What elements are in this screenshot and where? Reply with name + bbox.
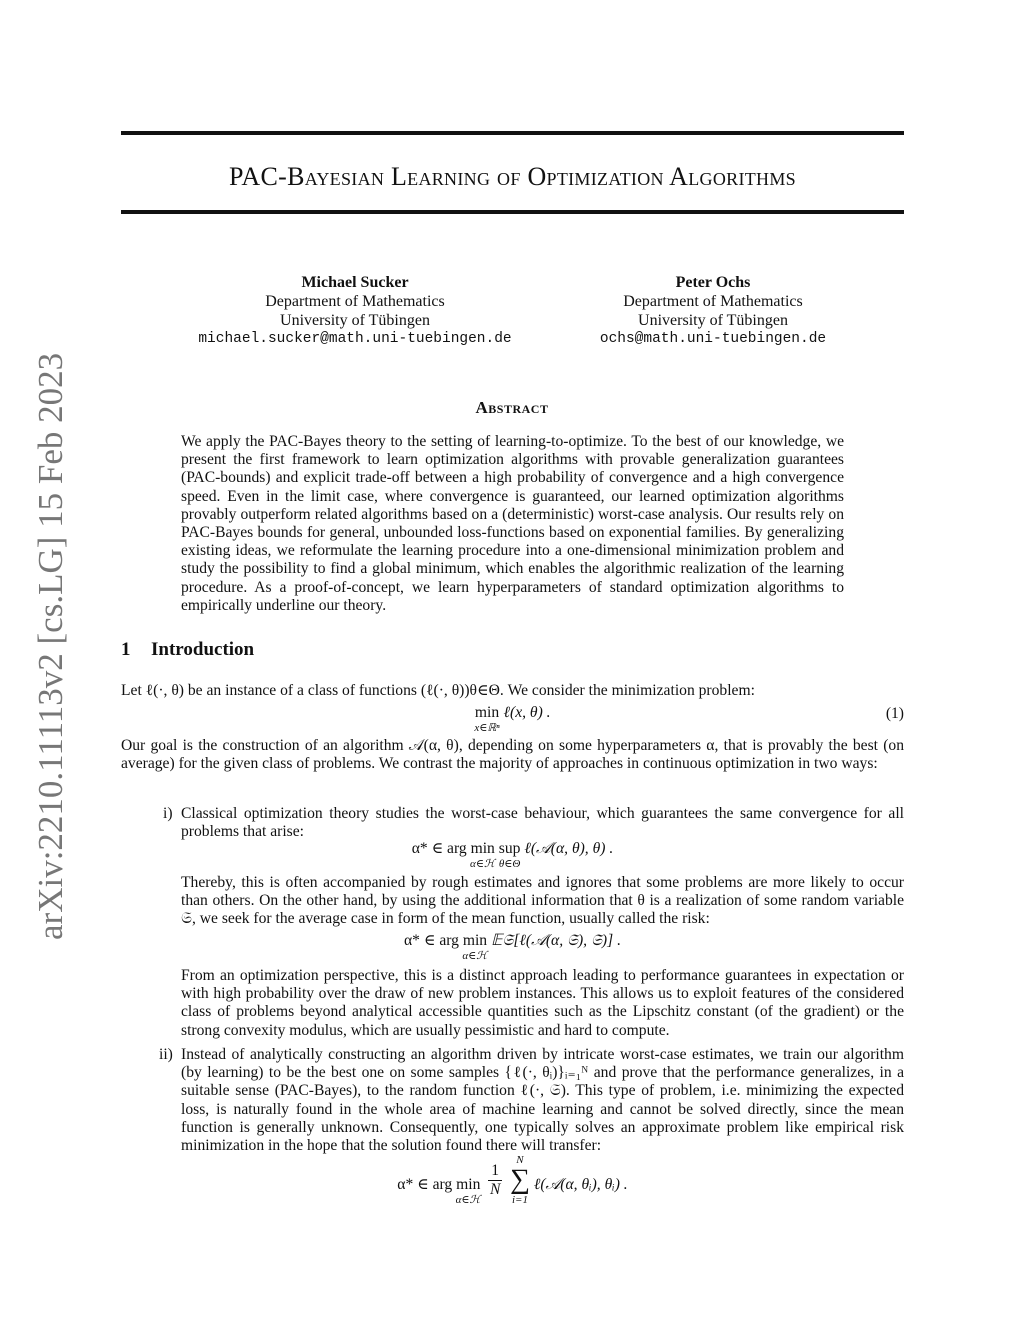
- eq-frac-num: 1: [488, 1162, 502, 1181]
- item-label: i): [163, 805, 173, 822]
- equation-worst-case: [121, 840, 904, 870]
- author-univ: University of Tübingen: [638, 312, 788, 329]
- eq-operator: [412, 840, 495, 870]
- eq-op-text: α* ∈ arg min: [404, 932, 488, 949]
- eq-operator: [397, 1162, 480, 1206]
- eq-body: ℓ(𝒜(α, θᵢ), θᵢ) .: [533, 1176, 628, 1193]
- eq-body: ℓ(𝒜(α, θ), θ) .: [524, 840, 614, 857]
- eq-operator: [404, 932, 487, 962]
- arxiv-identifier: arXiv:2210.11113v2 [cs.LG] 15 Feb 2023: [31, 352, 70, 940]
- intro-paragraph-2: Our goal is the construction of an algorithm 𝒜(α, θ), depending on some hyperparameters α, that is provably the best (on average) for the given class of problems. We contrast the majority of approaches in continuous optimization in two ways:: [121, 737, 904, 773]
- author-1: [190, 273, 520, 349]
- eq-op-sub: x∈ℝⁿ: [474, 722, 500, 735]
- author-email[interactable]: ochs@math.uni-tuebingen.de: [599, 331, 827, 347]
- section-heading: [121, 641, 254, 659]
- eq-op-sub: α∈ℋ: [470, 858, 495, 871]
- author-email[interactable]: michael.sucker@math.uni-tuebingen.de: [198, 331, 512, 347]
- item-1-text-a: Classical optimization theory studies the worst-case behaviour, which guarantees the same convergence for all problems that arise:: [181, 805, 904, 841]
- author-dept: Department of Mathematics: [623, 293, 803, 310]
- eq-body: 𝔼𝔖[ℓ(𝒜(α, 𝔖), 𝔖)] .: [491, 932, 621, 949]
- eq-body: ℓ(x, θ) .: [503, 704, 551, 721]
- eq-frac-den: N: [489, 1181, 501, 1199]
- eq-sup-sub: θ∈Θ: [498, 858, 521, 871]
- item-1-text-c: From an optimization perspective, this is a distinct approach leading to performance guarantees in expectation or with high probability over the draw of new problem instances. This allows us to exploit features of the considered class of problems beyond analytical accessible quantities such as the Lipschitz constant (of the gradient) or the strong convexity modulus, which are usually pessimistic and hard to compute.: [181, 967, 904, 1039]
- eq-op-text: α* ∈ arg min: [411, 840, 495, 857]
- eq-op-sub: α∈ℋ: [455, 1194, 481, 1207]
- equation-erm: [121, 1154, 904, 1207]
- intro-paragraph-1: Let ℓ(·, θ) be an instance of a class of functions (ℓ(·, θ))θ∈Θ. We consider the minimization problem:: [121, 682, 755, 699]
- section-title: Introduction: [151, 639, 255, 660]
- abstract-heading: Abstract: [475, 398, 549, 417]
- eq-operator: [474, 704, 499, 734]
- abstract-text: We apply the PAC-Bayes theory to the setting of learning-to-optimize. To the best of our knowledge, we present the first framework to learn optimization algorithms with provable generalization guarantees (PAC-bounds) and explicit trade-off between a high probability of convergence and a high convergence speed. Even in the limit case, where convergence is guaranteed, our learned optimization algorithms provably outperform related algorithms based on a (deterministic) worst-case analysis. Our results rely on PAC-Bayes bounds for general, unbounded loss-functions based on exponential families. By generalizing existing ideas, we reformulate the learning procedure into a one-dimensional minimization problem and study the possibility to find a global minimum, which enables the algorithmic realization of the learning procedure. As a proof-of-concept, we learn hyperparameters of standard optimization algorithms to empirically underline our theory.: [181, 433, 844, 614]
- eq-sup-text: sup: [498, 840, 521, 857]
- author-dept: Department of Mathematics: [265, 293, 445, 310]
- bottom-rule: [121, 210, 904, 214]
- eq-sum-sign: ∑: [509, 1164, 530, 1195]
- eq-op-sub: α∈ℋ: [462, 950, 488, 963]
- eq-sum: [510, 1154, 530, 1206]
- eq-op-text: min: [474, 704, 500, 721]
- eq-sup: [499, 840, 521, 870]
- author-name: Michael Sucker: [301, 274, 409, 291]
- eq-sum-bottom: i=1: [511, 1194, 528, 1206]
- item-1-text-b: Thereby, this is often accompanied by rough estimates and ignores that some problems are more likely to occur than others. On the other hand, by using the additional information that θ is a realization of some random variable 𝔖, we seek for the average case in form of the mean function, usually called the risk:: [181, 874, 904, 928]
- item-2-text-a: Instead of analytically constructing an algorithm driven by intricate worst-case estimates, we train our algorithm (by learning) to be the best one on some samples {ℓ(·, θᵢ)}ᵢ₌₁ᴺ and prove that the performance generalizes, in a suitable sense (PAC-Bayes), to the random function ℓ(·, 𝔖). This type of problem, i.e. minimizing the expected loss, is naturally found in the whole area of machine learning and cannot be solved directly, since the mean function is generally unknown. Consequently, one typically solves an approximate problem like empirical risk minimization in the hope that the solution found there will transfer:: [181, 1046, 904, 1155]
- equation-1: [121, 704, 904, 734]
- section-number: 1: [121, 639, 131, 660]
- author-2: [548, 273, 878, 349]
- paper-title: PAC-Bayesian Learning of Optimization Algorithms: [229, 162, 796, 191]
- eq-op-text: α* ∈ arg min: [397, 1176, 481, 1193]
- author-name: Peter Ochs: [675, 274, 751, 291]
- equation-risk: [121, 932, 904, 962]
- eq-fraction: [488, 1162, 502, 1199]
- author-univ: University of Tübingen: [280, 312, 430, 329]
- item-label: ii): [159, 1046, 173, 1063]
- eq-sum-top: N: [516, 1154, 524, 1166]
- equation-number: (1): [885, 705, 904, 722]
- top-rule: [121, 131, 904, 135]
